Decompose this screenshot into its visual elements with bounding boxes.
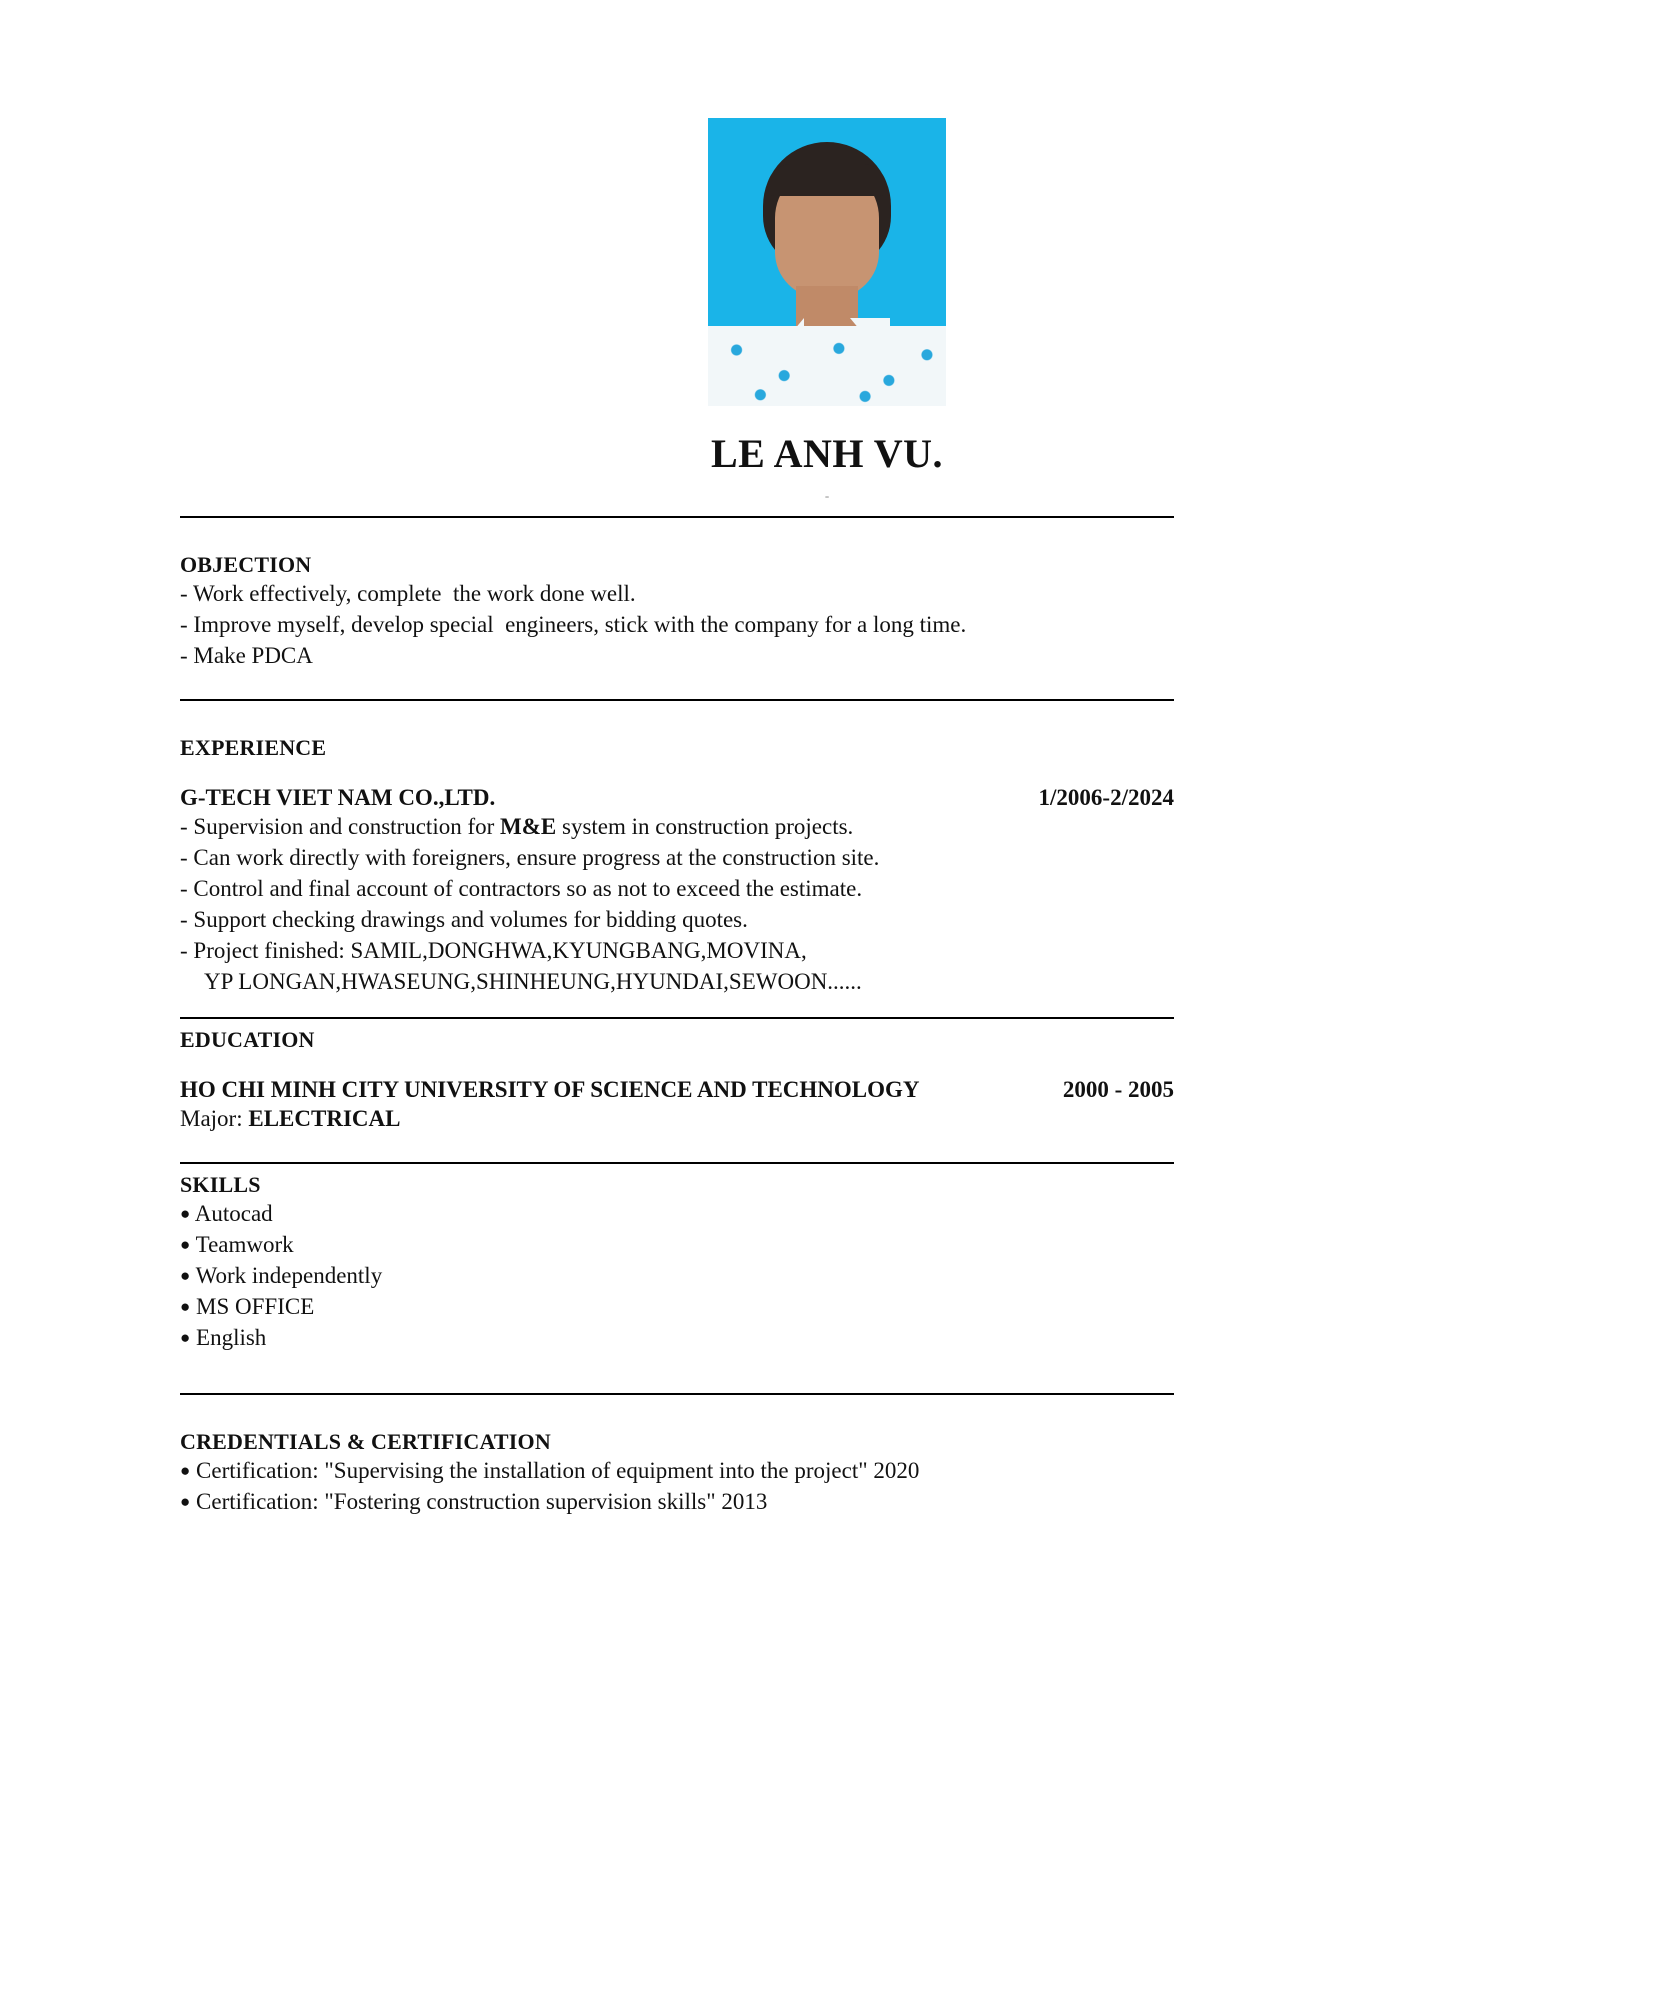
section-experience xyxy=(180,735,1174,997)
skill-label: English xyxy=(196,1325,267,1350)
credential-label: Certification: "Fostering construction supervision skills" 2013 xyxy=(196,1489,768,1514)
bullet-dot-icon: ● xyxy=(180,1492,191,1511)
credential-label: Certification: "Supervising the installation of equipment into the project" 2020 xyxy=(196,1458,920,1483)
experience-bullet-1 xyxy=(180,811,1174,842)
education-years: 2000 - 2005 xyxy=(1062,1077,1174,1102)
experience-bullet-1-bold: M&E xyxy=(500,814,557,839)
portrait-photo xyxy=(708,118,946,406)
resume-header xyxy=(0,0,1654,516)
bullet-dot-icon: ● xyxy=(180,1235,191,1254)
skills-title: SKILLS xyxy=(180,1172,261,1197)
experience-projects-continued: YP LONGAN,HWASEUNG,SHINHEUNG,HYUNDAI,SEWOON...... xyxy=(204,969,862,994)
skill-item xyxy=(180,1229,1174,1260)
bullet-dot-icon: ● xyxy=(180,1461,191,1480)
education-major-label: Major: xyxy=(180,1106,249,1131)
resume-body xyxy=(0,518,1654,699)
objection-line-1: - Work effectively, complete the work done well. xyxy=(180,581,636,606)
experience-bullet-3: - Control and final account of contractors so as not to exceed the estimate. xyxy=(180,876,863,901)
credential-item xyxy=(180,1486,1174,1517)
experience-bullet-5: - Project finished: SAMIL,DONGHWA,KYUNGBANG,MOVINA, xyxy=(180,938,807,963)
skill-label: MS OFFICE xyxy=(196,1294,315,1319)
skill-label: Autocad xyxy=(194,1201,273,1226)
education-major xyxy=(180,1103,1174,1134)
experience-company-row xyxy=(180,785,1174,811)
objection-line-3: - Make PDCA xyxy=(180,643,313,668)
skill-label: Work independently xyxy=(195,1263,383,1288)
credentials-title: CREDENTIALS & CERTIFICATION xyxy=(180,1429,551,1454)
skill-item xyxy=(180,1291,1174,1322)
experience-dates: 1/2006-2/2024 xyxy=(1038,785,1174,810)
skill-label: Teamwork xyxy=(195,1232,294,1257)
section-objection xyxy=(180,552,1174,671)
skill-item xyxy=(180,1322,1174,1353)
objection-title: OBJECTION xyxy=(180,552,312,577)
portrait-collar-right xyxy=(850,318,890,366)
experience-company: G-TECH VIET NAM CO.,LTD. xyxy=(180,785,496,810)
section-skills xyxy=(180,1172,1174,1353)
credential-item xyxy=(180,1455,1174,1486)
skill-item xyxy=(180,1260,1174,1291)
experience-title: EXPERIENCE xyxy=(180,735,327,760)
experience-bullet-1-pre: - Supervision and construction for xyxy=(180,814,501,839)
bullet-dot-icon: ● xyxy=(180,1266,191,1285)
credentials-list xyxy=(180,1455,1174,1517)
objection-line-2: - Improve myself, develop special engineers, stick with the company for a long time. xyxy=(180,612,967,637)
skill-item xyxy=(180,1198,1174,1229)
header-dash: - xyxy=(824,488,830,503)
portrait-hairline xyxy=(767,164,887,196)
experience-bullet-2: - Can work directly with foreigners, ensure progress at the construction site. xyxy=(180,845,880,870)
education-title: EDUCATION xyxy=(180,1027,315,1052)
education-major-value: ELECTRICAL xyxy=(248,1106,401,1131)
section-education xyxy=(180,1027,1174,1134)
portrait-shirt xyxy=(708,326,946,406)
section-credentials xyxy=(180,1429,1174,1517)
skills-list xyxy=(180,1198,1174,1353)
bullet-dot-icon: ● xyxy=(180,1297,191,1316)
education-school-row xyxy=(180,1077,1174,1103)
education-school: HO CHI MINH CITY UNIVERSITY OF SCIENCE AND TECHNOLOGY xyxy=(180,1077,920,1102)
experience-bullet-1-post: system in construction projects. xyxy=(556,814,854,839)
bullet-dot-icon: ● xyxy=(180,1204,191,1223)
candidate-name: LE ANH VU. xyxy=(710,431,944,476)
experience-bullet-4: - Support checking drawings and volumes for bidding quotes. xyxy=(180,907,748,932)
bullet-dot-icon: ● xyxy=(180,1328,191,1347)
portrait-collar-left xyxy=(764,318,804,366)
